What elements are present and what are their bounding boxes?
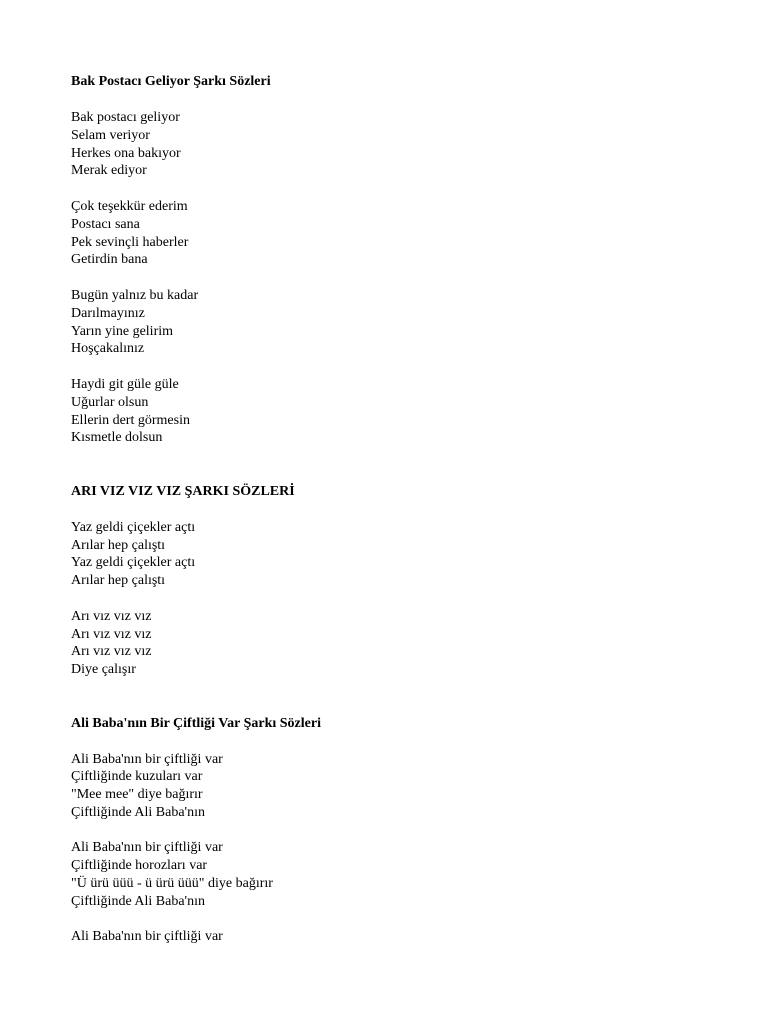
lyric-line: Pek sevinçli haberler (71, 234, 189, 250)
lyric-line: Selam veriyor (71, 127, 150, 143)
lyric-line: Diye çalışır (71, 662, 136, 678)
lyric-line: Kısmetle dolsun (71, 430, 163, 446)
lyric-line: Hoşçakalınız (71, 341, 145, 357)
lyric-line: Darılmayınız (71, 305, 145, 321)
song-title: Bak Postacı Geliyor Şarkı Sözleri (71, 74, 271, 89)
stanza (71, 928, 711, 946)
lyric-line: Arılar hep çalıştı (71, 573, 166, 589)
lyric-line: Çiftliğinde kuzuları var (71, 769, 203, 785)
document-page (71, 73, 711, 946)
lyric-line: Yaz geldi çiçekler açtı (71, 555, 196, 571)
stanza (71, 287, 711, 358)
lyric-line: Yarın yine gelirim (71, 323, 174, 339)
stanza (71, 376, 711, 447)
song-title: ARI VIZ VIZ VIZ ŞARKI SÖZLERİ (71, 483, 295, 499)
lyric-line: Postacı sana (71, 216, 140, 232)
stanza (71, 198, 711, 269)
song-section (71, 715, 711, 947)
lyric-line: Bak postacı geliyor (71, 110, 180, 125)
lyric-line: Bugün yalnız bu kadar (71, 287, 199, 303)
lyric-line: Ellerin dert görmesin (71, 412, 190, 428)
lyric-line: Ali Baba'nın bir çiftliği var (71, 840, 223, 856)
lyric-line: Çok teşekkür ederim (71, 198, 188, 214)
lyric-line: Çiftliğinde horozları var (71, 858, 208, 874)
stanza (71, 608, 711, 679)
song-title: Ali Baba'nın Bir Çiftliği Var Şarkı Sözleri (71, 715, 321, 731)
lyric-line: Çiftliğinde Ali Baba'nın (71, 804, 205, 820)
stanza (71, 519, 711, 590)
song-section (71, 73, 711, 447)
lyric-line: Ali Baba'nın bir çiftliği var (71, 751, 223, 767)
lyric-line: "Ü ürü üüü - ü ürü üüü" diye bağırır (71, 876, 273, 892)
lyric-line: Arı vız vız vız (71, 626, 152, 642)
stanza (71, 839, 711, 910)
lyric-line: Herkes ona bakıyor (71, 145, 181, 161)
lyric-line: Çiftliğinde Ali Baba'nın (71, 893, 205, 909)
stanza (71, 109, 711, 180)
lyric-line: Getirdin bana (71, 252, 148, 268)
lyric-line: Ali Baba'nın bir çiftliği var (71, 929, 223, 945)
lyric-line: Uğurlar olsun (71, 394, 149, 410)
lyric-line: Arılar hep çalıştı (71, 537, 166, 553)
lyric-line: Arı vız vız vız (71, 644, 152, 660)
stanza (71, 751, 711, 822)
lyric-line: Merak ediyor (71, 163, 147, 179)
lyric-line: Haydi git güle güle (71, 376, 179, 392)
lyric-line: Yaz geldi çiçekler açtı (71, 519, 196, 535)
lyric-line: "Mee mee" diye bağırır (71, 787, 203, 803)
lyric-line: Arı vız vız vız (71, 608, 152, 624)
song-section (71, 483, 711, 679)
